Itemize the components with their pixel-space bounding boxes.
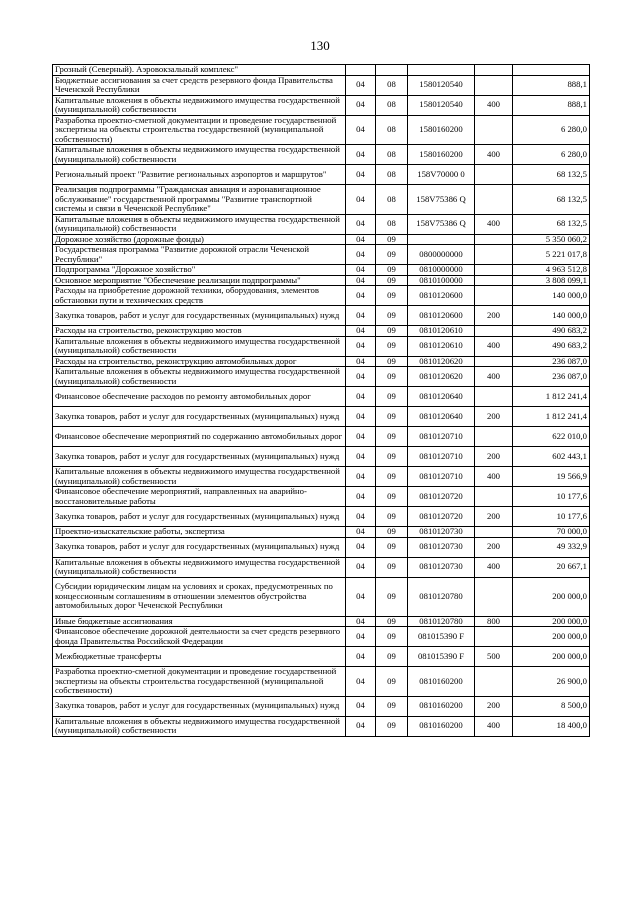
subsection-code-cell: 08 bbox=[376, 214, 408, 234]
table-row bbox=[53, 214, 590, 234]
section-code-cell: 04 bbox=[346, 286, 376, 306]
amount-cell: 26 900,0 bbox=[513, 667, 590, 697]
section-code-cell: 04 bbox=[346, 336, 376, 356]
amount-cell: 490 683,2 bbox=[513, 326, 590, 337]
subsection-code-cell: 09 bbox=[376, 286, 408, 306]
expense-type-cell bbox=[475, 65, 513, 76]
subsection-code-cell: 09 bbox=[376, 716, 408, 736]
amount-cell: 1 812 241,4 bbox=[513, 407, 590, 427]
section-code-cell: 04 bbox=[346, 447, 376, 467]
amount-cell: 236 087,0 bbox=[513, 367, 590, 387]
target-article-cell: 158V70000 0 bbox=[408, 165, 475, 185]
table-row bbox=[53, 577, 590, 616]
amount-cell: 10 177,6 bbox=[513, 487, 590, 507]
section-code-cell: 04 bbox=[346, 326, 376, 337]
item-name-cell: Бюджетные ассигнования за счет средств резервного фонда Правительства Чеченской Республики bbox=[53, 75, 346, 95]
table-row bbox=[53, 75, 590, 95]
section-code-cell: 04 bbox=[346, 387, 376, 407]
item-name-cell: Разработка проектно-сметной документации и проведение государственной экспертизы на объекты строительства государственной (муниципальной собственности) bbox=[53, 667, 346, 697]
table-row bbox=[53, 507, 590, 527]
item-name-cell: Межбюджетные трансферты bbox=[53, 647, 346, 667]
section-code-cell: 04 bbox=[346, 115, 376, 145]
subsection-code-cell: 09 bbox=[376, 527, 408, 538]
item-name-cell: Капитальные вложения в объекты недвижимого имущества государственной (муниципальной) собственности bbox=[53, 557, 346, 577]
item-name-cell: Дорожное хозяйство (дорожные фонды) bbox=[53, 234, 346, 245]
expense-type-cell bbox=[475, 165, 513, 185]
target-article-cell: 0810100000 bbox=[408, 275, 475, 286]
target-article-cell: 0810120730 bbox=[408, 557, 475, 577]
section-code-cell: 04 bbox=[346, 356, 376, 367]
target-article-cell: 0810160200 bbox=[408, 667, 475, 697]
table-row bbox=[53, 696, 590, 716]
amount-cell: 6 280,0 bbox=[513, 115, 590, 145]
section-code-cell: 04 bbox=[346, 95, 376, 115]
section-code-cell: 04 bbox=[346, 696, 376, 716]
expense-type-cell bbox=[475, 326, 513, 337]
subsection-code-cell: 09 bbox=[376, 427, 408, 447]
section-code-cell: 04 bbox=[346, 487, 376, 507]
subsection-code-cell: 09 bbox=[376, 387, 408, 407]
expense-type-cell bbox=[475, 75, 513, 95]
expense-type-cell bbox=[475, 234, 513, 245]
section-code-cell: 04 bbox=[346, 306, 376, 326]
section-code-cell: 04 bbox=[346, 467, 376, 487]
table-row bbox=[53, 265, 590, 276]
subsection-code-cell: 08 bbox=[376, 185, 408, 215]
expense-type-cell: 400 bbox=[475, 214, 513, 234]
amount-cell: 5 221 017,8 bbox=[513, 245, 590, 265]
subsection-code-cell: 09 bbox=[376, 356, 408, 367]
amount-cell: 6 280,0 bbox=[513, 145, 590, 165]
item-name-cell: Капитальные вложения в объекты недвижимого имущества государственной (муниципальной) собственности bbox=[53, 95, 346, 115]
amount-cell: 140 000,0 bbox=[513, 306, 590, 326]
expense-type-cell bbox=[475, 667, 513, 697]
item-name-cell: Расходы на строительство, реконструкцию мостов bbox=[53, 326, 346, 337]
section-code-cell: 04 bbox=[346, 75, 376, 95]
item-name-cell: Капитальные вложения в объекты недвижимого имущества государственной (муниципальной) собственности bbox=[53, 467, 346, 487]
target-article-cell: 0810120780 bbox=[408, 616, 475, 627]
item-name-cell: Расходы на приобретение дорожной техники, оборудования, элементов обстановки пути и технических средств bbox=[53, 286, 346, 306]
section-code-cell: 04 bbox=[346, 245, 376, 265]
amount-cell: 19 566,9 bbox=[513, 467, 590, 487]
item-name-cell: Капитальные вложения в объекты недвижимого имущества государственной (муниципальной) собственности bbox=[53, 716, 346, 736]
expense-type-cell: 400 bbox=[475, 145, 513, 165]
target-article-cell: 0810120610 bbox=[408, 326, 475, 337]
subsection-code-cell: 09 bbox=[376, 537, 408, 557]
subsection-code-cell: 08 bbox=[376, 95, 408, 115]
section-code-cell: 04 bbox=[346, 667, 376, 697]
target-article-cell: 0810120610 bbox=[408, 336, 475, 356]
expense-type-cell: 200 bbox=[475, 407, 513, 427]
target-article-cell: 0810120730 bbox=[408, 537, 475, 557]
item-name-cell: Расходы на строительство, реконструкцию автомобильных дорог bbox=[53, 356, 346, 367]
item-name-cell: Закупка товаров, работ и услуг для государственных (муниципальных) нужд bbox=[53, 407, 346, 427]
target-article-cell: 1580120540 bbox=[408, 75, 475, 95]
section-code-cell: 04 bbox=[346, 214, 376, 234]
subsection-code-cell: 09 bbox=[376, 577, 408, 616]
section-code-cell: 04 bbox=[346, 616, 376, 627]
amount-cell: 68 132,5 bbox=[513, 165, 590, 185]
table-row bbox=[53, 527, 590, 538]
table-row bbox=[53, 716, 590, 736]
target-article-cell: 0810120640 bbox=[408, 407, 475, 427]
expense-type-cell bbox=[475, 356, 513, 367]
table-row bbox=[53, 367, 590, 387]
expense-type-cell: 200 bbox=[475, 447, 513, 467]
target-article-cell: 0810120710 bbox=[408, 447, 475, 467]
item-name-cell: Реализация подпрограммы "Гражданская авиация и аэронавигационное обслуживание" государственной программы "Развитие транспортной системы и связи в Чеченской Республике" bbox=[53, 185, 346, 215]
target-article-cell: 0810120720 bbox=[408, 507, 475, 527]
item-name-cell: Закупка товаров, работ и услуг для государственных (муниципальных) нужд bbox=[53, 507, 346, 527]
item-name-cell: Грозный (Северный). Аэровокзальный комплекс" bbox=[53, 65, 346, 76]
amount-cell: 622 010,0 bbox=[513, 427, 590, 447]
section-code-cell: 04 bbox=[346, 427, 376, 447]
amount-cell: 888,1 bbox=[513, 75, 590, 95]
item-name-cell: Проектно-изыскательские работы, экспертиза bbox=[53, 527, 346, 538]
item-name-cell: Иные бюджетные ассигнования bbox=[53, 616, 346, 627]
amount-cell: 10 177,6 bbox=[513, 507, 590, 527]
subsection-code-cell: 09 bbox=[376, 627, 408, 647]
section-code-cell: 04 bbox=[346, 527, 376, 538]
item-name-cell: Разработка проектно-сметной документации и проведение государственной экспертизы на объекты строительства государственной (муниципальной собственности) bbox=[53, 115, 346, 145]
target-article-cell: 0810160200 bbox=[408, 716, 475, 736]
amount-cell: 20 667,1 bbox=[513, 557, 590, 577]
table-row bbox=[53, 667, 590, 697]
expense-type-cell bbox=[475, 387, 513, 407]
table-row bbox=[53, 467, 590, 487]
table-row bbox=[53, 95, 590, 115]
table-row bbox=[53, 557, 590, 577]
subsection-code-cell: 09 bbox=[376, 647, 408, 667]
item-name-cell: Финансовое обеспечение мероприятий по содержанию автомобильных дорог bbox=[53, 427, 346, 447]
expense-type-cell: 800 bbox=[475, 616, 513, 627]
budget-table bbox=[52, 64, 590, 737]
amount-cell: 888,1 bbox=[513, 95, 590, 115]
subsection-code-cell: 09 bbox=[376, 245, 408, 265]
expense-type-cell: 400 bbox=[475, 95, 513, 115]
table-row bbox=[53, 326, 590, 337]
item-name-cell: Капитальные вложения в объекты недвижимого имущества государственной (муниципальной) собственности bbox=[53, 336, 346, 356]
table-row bbox=[53, 427, 590, 447]
table-row bbox=[53, 537, 590, 557]
subsection-code-cell: 09 bbox=[376, 306, 408, 326]
section-code-cell: 04 bbox=[346, 647, 376, 667]
expense-type-cell bbox=[475, 527, 513, 538]
target-article-cell: 0810120640 bbox=[408, 387, 475, 407]
target-article-cell: 1580120540 bbox=[408, 95, 475, 115]
expense-type-cell: 400 bbox=[475, 367, 513, 387]
item-name-cell: Капитальные вложения в объекты недвижимого имущества государственной (муниципальной) собственности bbox=[53, 214, 346, 234]
subsection-code-cell: 09 bbox=[376, 326, 408, 337]
item-name-cell: Субсидии юридическим лицам на условиях и сроках, предусмотренных по концессионным соглашениям в отношении элементов обустройства автомобильных дорог Чеченской Республики bbox=[53, 577, 346, 616]
amount-cell: 70 000,0 bbox=[513, 527, 590, 538]
section-code-cell: 04 bbox=[346, 185, 376, 215]
target-article-cell: 1580160200 bbox=[408, 145, 475, 165]
item-name-cell: Закупка товаров, работ и услуг для государственных (муниципальных) нужд bbox=[53, 696, 346, 716]
amount-cell: 68 132,5 bbox=[513, 214, 590, 234]
amount-cell: 200 000,0 bbox=[513, 577, 590, 616]
table-row bbox=[53, 245, 590, 265]
expense-type-cell: 400 bbox=[475, 557, 513, 577]
subsection-code-cell: 08 bbox=[376, 75, 408, 95]
target-article-cell: 081015390 F bbox=[408, 627, 475, 647]
section-code-cell: 04 bbox=[346, 407, 376, 427]
item-name-cell: Финансовое обеспечение расходов по ремонту автомобильных дорог bbox=[53, 387, 346, 407]
target-article-cell: 0810120600 bbox=[408, 306, 475, 326]
amount-cell: 68 132,5 bbox=[513, 185, 590, 215]
section-code-cell: 04 bbox=[346, 165, 376, 185]
expense-type-cell: 400 bbox=[475, 467, 513, 487]
expense-type-cell bbox=[475, 577, 513, 616]
item-name-cell: Подпрограмма "Дорожное хозяйство" bbox=[53, 265, 346, 276]
expense-type-cell: 200 bbox=[475, 507, 513, 527]
expense-type-cell bbox=[475, 265, 513, 276]
section-code-cell: 04 bbox=[346, 145, 376, 165]
target-article-cell: 0810120710 bbox=[408, 427, 475, 447]
amount-cell: 49 332,9 bbox=[513, 537, 590, 557]
expense-type-cell bbox=[475, 627, 513, 647]
expense-type-cell: 400 bbox=[475, 716, 513, 736]
subsection-code-cell: 09 bbox=[376, 507, 408, 527]
table-row bbox=[53, 275, 590, 286]
amount-cell: 602 443,1 bbox=[513, 447, 590, 467]
subsection-code-cell: 09 bbox=[376, 447, 408, 467]
subsection-code-cell: 09 bbox=[376, 557, 408, 577]
amount-cell: 200 000,0 bbox=[513, 647, 590, 667]
table-row bbox=[53, 65, 590, 76]
target-article-cell: 0810120720 bbox=[408, 487, 475, 507]
amount-cell: 5 350 060,2 bbox=[513, 234, 590, 245]
item-name-cell: Государственная программа "Развитие дорожной отрасли Чеченской Республики" bbox=[53, 245, 346, 265]
item-name-cell: Финансовое обеспечение мероприятий, направленных на аварийно-восстановительные работы bbox=[53, 487, 346, 507]
subsection-code-cell: 09 bbox=[376, 275, 408, 286]
subsection-code-cell: 08 bbox=[376, 145, 408, 165]
subsection-code-cell: 09 bbox=[376, 336, 408, 356]
amount-cell: 200 000,0 bbox=[513, 627, 590, 647]
expense-type-cell: 200 bbox=[475, 696, 513, 716]
subsection-code-cell: 09 bbox=[376, 616, 408, 627]
amount-cell bbox=[513, 65, 590, 76]
table-row bbox=[53, 306, 590, 326]
amount-cell: 200 000,0 bbox=[513, 616, 590, 627]
subsection-code-cell: 09 bbox=[376, 407, 408, 427]
subsection-code-cell: 09 bbox=[376, 696, 408, 716]
item-name-cell: Закупка товаров, работ и услуг для государственных (муниципальных) нужд bbox=[53, 306, 346, 326]
target-article-cell bbox=[408, 234, 475, 245]
table-row bbox=[53, 336, 590, 356]
amount-cell: 236 087,0 bbox=[513, 356, 590, 367]
item-name-cell: Финансовое обеспечение дорожной деятельности за счет средств резервного фонда Правительства Российской Федерации bbox=[53, 627, 346, 647]
table-row bbox=[53, 647, 590, 667]
amount-cell: 18 400,0 bbox=[513, 716, 590, 736]
table-row bbox=[53, 185, 590, 215]
expense-type-cell: 200 bbox=[475, 537, 513, 557]
expense-type-cell bbox=[475, 487, 513, 507]
page-number: 130 bbox=[310, 38, 330, 53]
subsection-code-cell: 09 bbox=[376, 467, 408, 487]
amount-cell: 140 000,0 bbox=[513, 286, 590, 306]
section-code-cell: 04 bbox=[346, 627, 376, 647]
subsection-code-cell: 09 bbox=[376, 487, 408, 507]
section-code-cell: 04 bbox=[346, 716, 376, 736]
target-article-cell: 158V75386 Q bbox=[408, 185, 475, 215]
target-article-cell: 081015390 F bbox=[408, 647, 475, 667]
amount-cell: 490 683,2 bbox=[513, 336, 590, 356]
subsection-code-cell bbox=[376, 65, 408, 76]
expense-type-cell bbox=[475, 275, 513, 286]
table-row bbox=[53, 115, 590, 145]
item-name-cell: Основное мероприятие "Обеспечение реализации подпрограммы" bbox=[53, 275, 346, 286]
subsection-code-cell: 08 bbox=[376, 165, 408, 185]
expense-type-cell bbox=[475, 427, 513, 447]
table-row bbox=[53, 165, 590, 185]
expense-type-cell bbox=[475, 115, 513, 145]
target-article-cell: 0810120620 bbox=[408, 356, 475, 367]
item-name-cell: Капитальные вложения в объекты недвижимого имущества государственной (муниципальной) собственности bbox=[53, 145, 346, 165]
target-article-cell: 0800000000 bbox=[408, 245, 475, 265]
target-article-cell: 0810160200 bbox=[408, 696, 475, 716]
table-row bbox=[53, 145, 590, 165]
amount-cell: 4 963 512,8 bbox=[513, 265, 590, 276]
section-code-cell bbox=[346, 65, 376, 76]
target-article-cell: 0810120730 bbox=[408, 527, 475, 538]
target-article-cell: 0810120600 bbox=[408, 286, 475, 306]
budget-table-body bbox=[53, 65, 590, 737]
table-row bbox=[53, 447, 590, 467]
table-row bbox=[53, 234, 590, 245]
expense-type-cell: 400 bbox=[475, 336, 513, 356]
item-name-cell: Закупка товаров, работ и услуг для государственных (муниципальных) нужд bbox=[53, 447, 346, 467]
subsection-code-cell: 08 bbox=[376, 115, 408, 145]
target-article-cell: 0810120620 bbox=[408, 367, 475, 387]
item-name-cell: Закупка товаров, работ и услуг для государственных (муниципальных) нужд bbox=[53, 537, 346, 557]
target-article-cell bbox=[408, 65, 475, 76]
section-code-cell: 04 bbox=[346, 557, 376, 577]
subsection-code-cell: 09 bbox=[376, 667, 408, 697]
section-code-cell: 04 bbox=[346, 507, 376, 527]
target-article-cell: 158V75386 Q bbox=[408, 214, 475, 234]
table-row bbox=[53, 356, 590, 367]
section-code-cell: 04 bbox=[346, 275, 376, 286]
table-row bbox=[53, 627, 590, 647]
item-name-cell: Капитальные вложения в объекты недвижимого имущества государственной (муниципальной) собственности bbox=[53, 367, 346, 387]
target-article-cell: 1580160200 bbox=[408, 115, 475, 145]
expense-type-cell: 500 bbox=[475, 647, 513, 667]
subsection-code-cell: 09 bbox=[376, 265, 408, 276]
amount-cell: 3 808 099,1 bbox=[513, 275, 590, 286]
amount-cell: 1 812 241,4 bbox=[513, 387, 590, 407]
section-code-cell: 04 bbox=[346, 537, 376, 557]
table-row bbox=[53, 387, 590, 407]
table-row bbox=[53, 286, 590, 306]
target-article-cell: 0810120710 bbox=[408, 467, 475, 487]
section-code-cell: 04 bbox=[346, 265, 376, 276]
expense-type-cell: 200 bbox=[475, 306, 513, 326]
table-row bbox=[53, 407, 590, 427]
subsection-code-cell: 09 bbox=[376, 234, 408, 245]
table-row bbox=[53, 616, 590, 627]
expense-type-cell bbox=[475, 286, 513, 306]
section-code-cell: 04 bbox=[346, 367, 376, 387]
expense-type-cell bbox=[475, 245, 513, 265]
section-code-cell: 04 bbox=[346, 234, 376, 245]
table-row bbox=[53, 487, 590, 507]
amount-cell: 8 500,0 bbox=[513, 696, 590, 716]
subsection-code-cell: 09 bbox=[376, 367, 408, 387]
expense-type-cell bbox=[475, 185, 513, 215]
section-code-cell: 04 bbox=[346, 577, 376, 616]
target-article-cell: 0810000000 bbox=[408, 265, 475, 276]
item-name-cell: Региональный проект "Развитие региональных аэропортов и маршрутов" bbox=[53, 165, 346, 185]
target-article-cell: 0810120780 bbox=[408, 577, 475, 616]
